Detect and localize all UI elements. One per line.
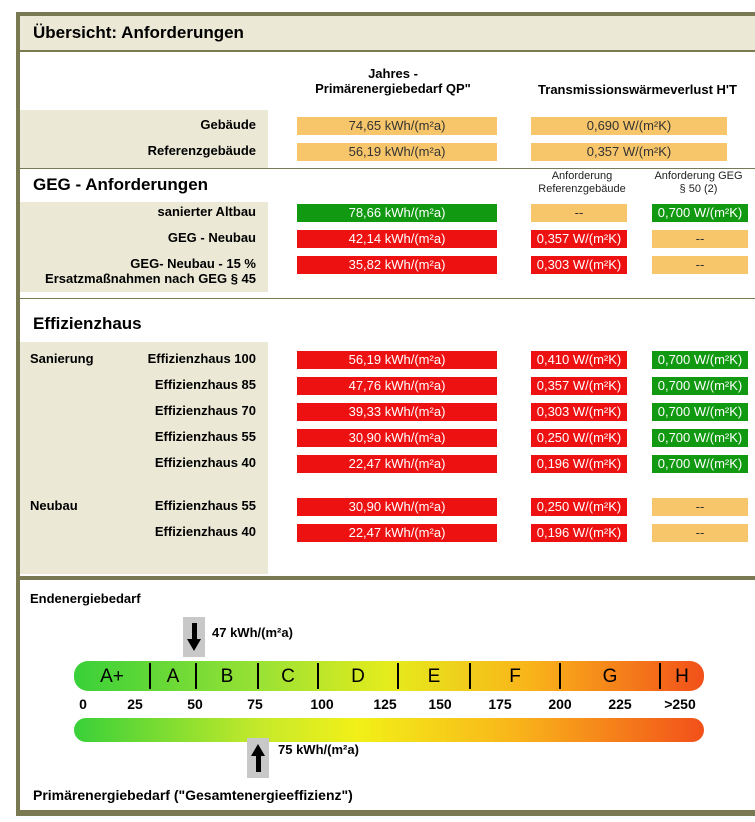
overview-row-label: Gebäude xyxy=(200,117,256,132)
primary-energy-marker xyxy=(247,738,269,778)
energy-class-label: C xyxy=(281,666,295,687)
qp-value: 22,47 kWh/(m²a) xyxy=(297,524,497,542)
geg-value: 0,700 W/(m²K) xyxy=(652,403,748,421)
class-divider xyxy=(149,663,151,689)
qp-header-line2: Primärenergiebedarf QP" xyxy=(315,81,471,96)
energy-class-label: B xyxy=(220,666,234,687)
scale-label: 100 xyxy=(310,696,334,712)
ref-value: 0,196 W/(m²K) xyxy=(531,524,627,542)
geg-value: 0,700 W/(m²K) xyxy=(652,204,748,222)
separator xyxy=(20,298,755,299)
ref-value: 0,303 W/(m²K) xyxy=(531,256,627,274)
class-divider xyxy=(195,663,197,689)
scale-label: 25 xyxy=(127,696,143,712)
ht-value: 0,357 W/(m²K) xyxy=(531,143,727,161)
ht-value: 0,690 W/(m²K) xyxy=(531,117,727,135)
effizienz-group-label: Neubau xyxy=(30,498,78,513)
separator xyxy=(20,168,755,169)
geg-row-label: GEG- Neubau - 15 % xyxy=(130,256,256,271)
effizienz-row-label: Effizienzhaus 100 xyxy=(147,351,256,366)
energy-class-label: D xyxy=(351,666,365,687)
geg-value: 0,700 W/(m²K) xyxy=(652,429,748,447)
scale-label: 0 xyxy=(79,696,87,712)
geg-value: 0,700 W/(m²K) xyxy=(652,377,748,395)
effizienz-group-label: Sanierung xyxy=(30,351,94,366)
geg-subheader xyxy=(642,170,755,196)
ref-subheader-line1: Anforderung xyxy=(551,170,613,182)
qp-value: 35,82 kWh/(m²a) xyxy=(297,256,497,274)
geg-subheader-line2: § 50 (2) xyxy=(679,183,718,195)
overview-row-label: Referenzgebäude xyxy=(147,143,256,158)
energy-panel xyxy=(20,580,755,810)
qp-value: 74,65 kWh/(m²a) xyxy=(297,117,497,135)
ref-subheader xyxy=(522,170,642,196)
class-divider xyxy=(469,663,471,689)
qp-value: 56,19 kWh/(m²a) xyxy=(297,351,497,369)
scale-label: 50 xyxy=(187,696,203,712)
ref-value: 0,250 W/(m²K) xyxy=(531,429,627,447)
geg-title: GEG - Anforderungen xyxy=(33,175,209,194)
class-divider xyxy=(257,663,259,689)
overview-title: Übersicht: Anforderungen xyxy=(33,23,244,42)
qp-value: 56,19 kWh/(m²a) xyxy=(297,143,497,161)
primary-energy-bar xyxy=(74,718,704,742)
scale-label: 200 xyxy=(548,696,572,712)
geg-row-label: sanierter Altbau xyxy=(157,204,256,219)
effizienz-row-label: Effizienzhaus 70 xyxy=(154,403,256,418)
ref-value: -- xyxy=(531,204,627,222)
effizienz-title: Effizienzhaus xyxy=(33,314,142,333)
geg-row-label: GEG - Neubau xyxy=(167,230,256,245)
geg-value: 0,700 W/(m²K) xyxy=(652,351,748,369)
scale-label: >250 xyxy=(664,696,696,712)
qp-header-line1: Jahres - xyxy=(368,66,418,81)
ref-value: 0,196 W/(m²K) xyxy=(531,455,627,473)
scale-label: 125 xyxy=(373,696,397,712)
end-energy-marker xyxy=(183,617,205,657)
end-energy-value: 47 kWh/(m²a) xyxy=(212,625,293,640)
effizienz-row-label: Effizienzhaus 85 xyxy=(154,377,256,392)
geg-subheader-line1: Anforderung GEG xyxy=(654,170,743,182)
geg-value: 0,700 W/(m²K) xyxy=(652,455,748,473)
qp-value: 47,76 kWh/(m²a) xyxy=(297,377,497,395)
class-divider xyxy=(559,663,561,689)
effizienz-row-label: Effizienzhaus 40 xyxy=(154,524,256,539)
energy-class-label: F xyxy=(509,666,521,687)
qp-header xyxy=(285,66,501,96)
ht-header: Transmissionswärmeverlust H'T xyxy=(538,82,737,97)
energy-class-label: G xyxy=(602,666,618,687)
ref-subheader-line2: Referenzgebäude xyxy=(538,183,626,195)
primary-bar-gradient xyxy=(74,718,704,742)
effizienz-row-label: Effizienzhaus 55 xyxy=(154,498,256,513)
arrow-up-icon xyxy=(247,738,269,778)
arrow-down-icon xyxy=(183,617,205,657)
scale-label: 150 xyxy=(428,696,452,712)
primary-energy-title: Primärenergiebedarf ("Gesamtenergieeffizienz") xyxy=(33,787,353,803)
qp-value: 30,90 kWh/(m²a) xyxy=(297,429,497,447)
scale-label: 175 xyxy=(488,696,512,712)
primary-energy-value: 75 kWh/(m²a) xyxy=(278,742,359,757)
qp-value: 42,14 kWh/(m²a) xyxy=(297,230,497,248)
geg-value: -- xyxy=(652,256,748,274)
geg-value: -- xyxy=(652,230,748,248)
energy-class-label: A+ xyxy=(100,666,124,687)
qp-value: 78,66 kWh/(m²a) xyxy=(297,204,497,222)
qp-value: 22,47 kWh/(m²a) xyxy=(297,455,497,473)
class-divider xyxy=(397,663,399,689)
qp-value: 39,33 kWh/(m²a) xyxy=(297,403,497,421)
scale-label: 225 xyxy=(608,696,632,712)
energy-class-label: A xyxy=(166,666,180,687)
geg-value: -- xyxy=(652,524,748,542)
energy-class-label: H xyxy=(675,666,689,687)
geg-value: -- xyxy=(652,498,748,516)
qp-value: 30,90 kWh/(m²a) xyxy=(297,498,497,516)
ref-value: 0,250 W/(m²K) xyxy=(531,498,627,516)
class-divider xyxy=(659,663,661,689)
scale-label: 75 xyxy=(247,696,263,712)
geg-row-label-2: Ersatzmaßnahmen nach GEG § 45 xyxy=(45,271,256,286)
ref-value: 0,357 W/(m²K) xyxy=(531,377,627,395)
ref-value: 0,357 W/(m²K) xyxy=(531,230,627,248)
effizienz-row-label: Effizienzhaus 55 xyxy=(154,429,256,444)
energy-class-label: E xyxy=(427,666,441,687)
ref-value: 0,303 W/(m²K) xyxy=(531,403,627,421)
end-energy-title: Endenergiebedarf xyxy=(30,591,141,606)
ref-value: 0,410 W/(m²K) xyxy=(531,351,627,369)
class-divider xyxy=(317,663,319,689)
effizienz-row-label: Effizienzhaus 40 xyxy=(154,455,256,470)
